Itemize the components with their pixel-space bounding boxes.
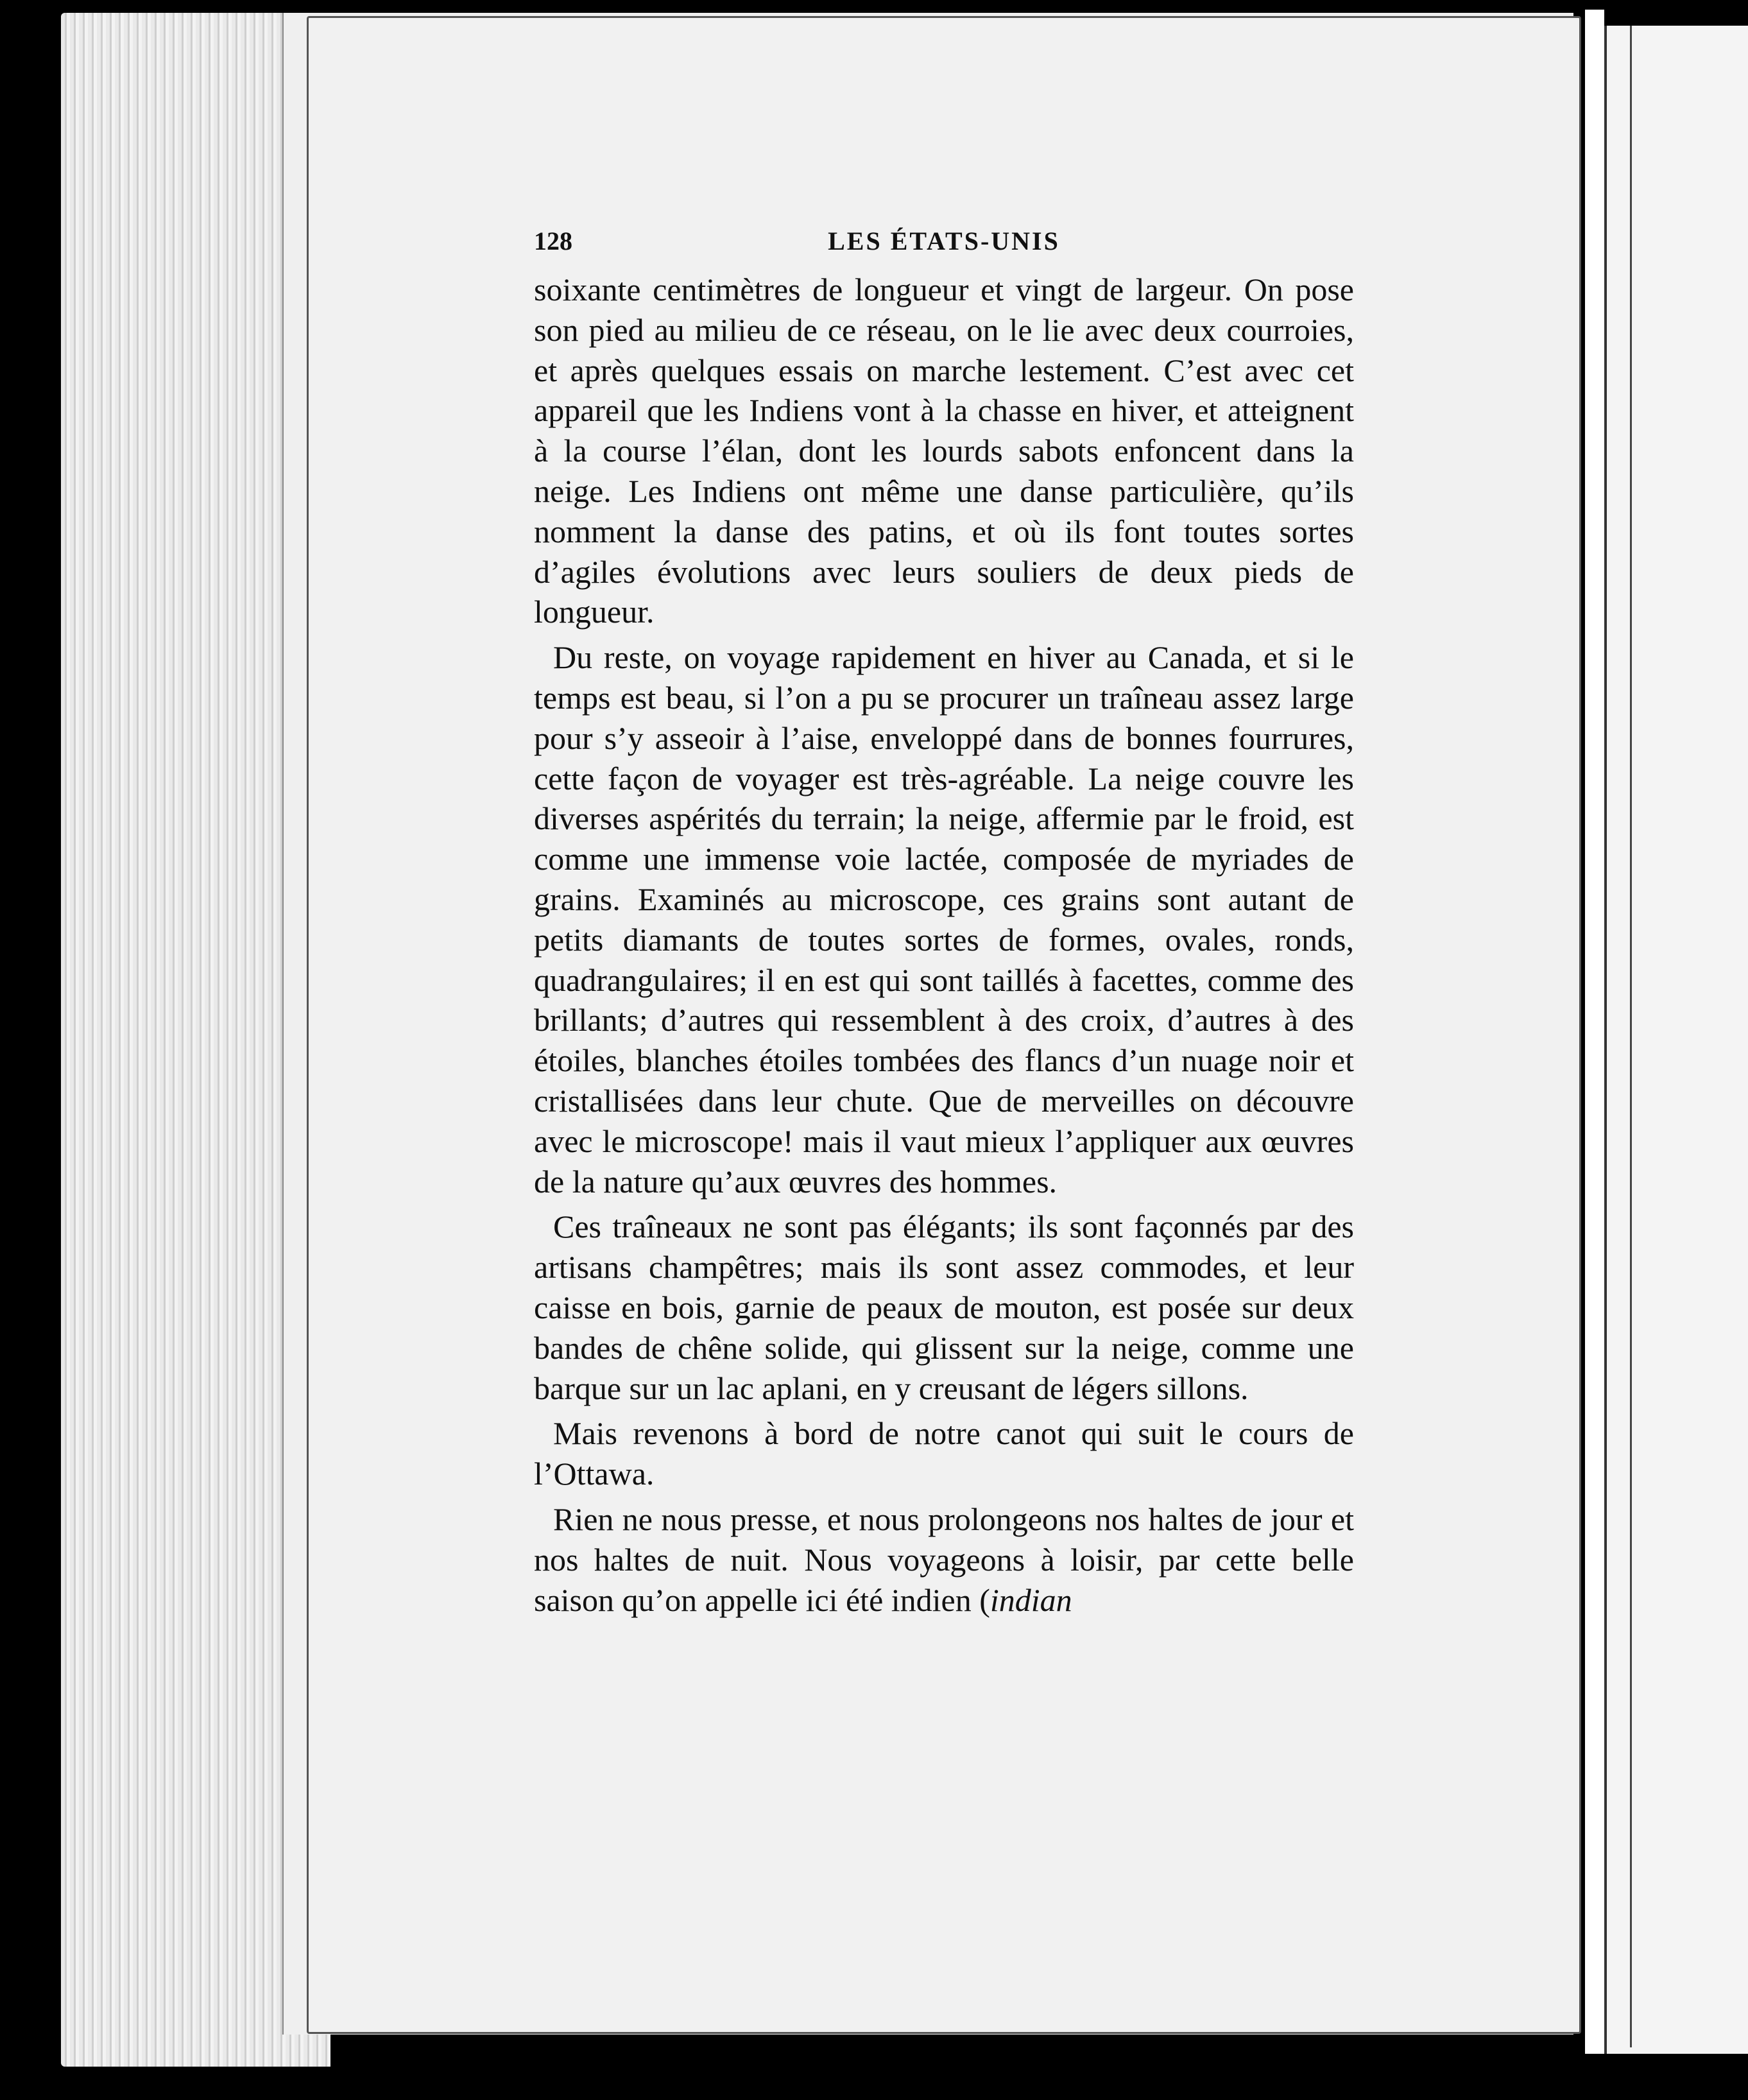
body-text — [534, 270, 1354, 1620]
paragraph-1: soixante centimètres de longueur et vingt de largeur. On pose son pied au milieu de ce réseau, on le lie avec deux courroies, et après quelques essais on marche lestement. C’est avec cet appareil que les Indiens vont à la chasse en hiver, et atteignent à la course l’élan, dont les lourds sabots enfoncent dans la neige. Les Indiens ont même une danse particulière, qu’ils nomment la danse des patins, et où ils font toutes sortes d’agiles évolutions avec leurs souliers de deux pieds de longueur. — [534, 271, 1354, 630]
paragraph-5-text: Rien ne nous presse, et nous prolongeons nos haltes de jour et nos haltes de nuit. Nous voyageons à loisir, par cette belle saison qu’on appelle ici été indien ( — [534, 1501, 1354, 1618]
italic-word: indian — [990, 1581, 1072, 1618]
paragraph-2: Du reste, on voyage rapidement en hiver au Canada, et si le temps est beau, si l’on a pu se procurer un traîneau assez large pour s’y asseoir à l’aise, enveloppé dans de bonnes fourrures, cette façon de voyager est très-agréable. La neige couvre les diverses aspérités du terrain; la neige, affermie par le froid, est comme une immense voie lactée, composée de myriades de grains. Examinés au microscope, ces grains sont autant de petits diamants de toutes sortes de formes, ovales, ronds, quadrangulaires; il en est qui sont taillés à facettes, comme des brillants; d’autres qui ressemblent à des croix, d’autres à des étoiles, blanches étoiles tombées des flancs d’un nuage noir et cristallisées dans leur chute. Que de merveilles on découvre avec le microscope! mais il vaut mieux l’appliquer aux œuvres de la nature qu’aux œuvres des hommes. — [534, 639, 1354, 1200]
paragraph-5 — [534, 1499, 1354, 1620]
adjacent-page-border — [1630, 26, 1748, 2047]
paragraph-3: Ces traîneaux ne sont pas élégants; ils sont façonnés par des artisans champêtres; mais ils sont assez commodes, et leur caisse en bois, garnie de peaux de mouton, est posée sur deux bandes de chêne solide, qui glissent sur la neige, comme une barque sur un lac aplani, en y creusant de légers sillons. — [534, 1209, 1354, 1406]
page-number: 128 — [534, 227, 572, 255]
running-title: LES ÉTATS-UNIS — [828, 227, 1060, 255]
gutter — [1585, 10, 1604, 2054]
paragraph-4: Mais revenons à bord de notre canot qui suit le cours de l’Ottawa. — [534, 1415, 1354, 1492]
page-header — [534, 226, 1354, 258]
